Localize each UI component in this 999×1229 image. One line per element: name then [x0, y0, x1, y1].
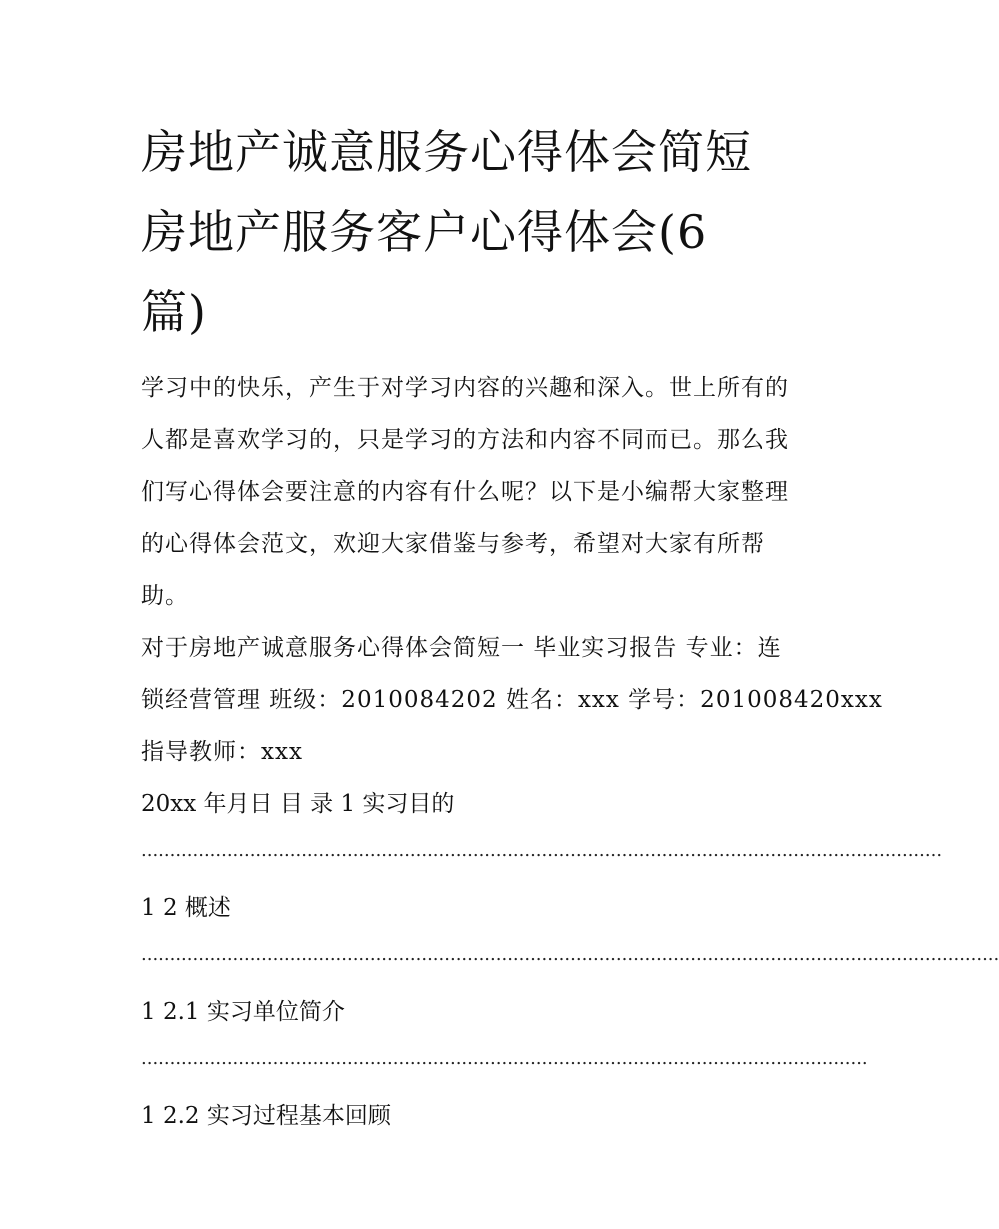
title-line: 篇) [141, 285, 207, 339]
table-of-contents [141, 778, 999, 1142]
intro-line: 助。 [141, 583, 189, 609]
section-line: 指导教师：xxx [141, 739, 303, 765]
intro-paragraph [141, 362, 816, 622]
toc-entry-label: 1 2.1 实习单位简介 [141, 999, 345, 1025]
intro-line: 学习中的快乐，产生于对学习内容的兴趣和深入。世上所有的 [141, 375, 789, 401]
title-line: 房地产服务客户心得体会(6 [141, 205, 708, 259]
document-content [141, 112, 999, 1142]
toc-leader-dots: ...................................................................................................................................................... [141, 944, 999, 965]
toc-entry-label: 1 2.2 实习过程基本回顾 [141, 1103, 391, 1129]
section-paragraph [141, 622, 883, 778]
intro-line: 的心得体会范文，欢迎大家借鉴与参考，希望对大家有所帮 [141, 531, 765, 557]
toc-leader-dots: ............................................................................................................................... [141, 1048, 868, 1069]
title-line: 房地产诚意服务心得体会简短 [141, 125, 752, 179]
document-title [141, 112, 816, 352]
intro-line: 们写心得体会要注意的内容有什么呢？以下是小编帮大家整理 [141, 479, 789, 505]
toc-entry-label: 20xx 年月日 目 录 1 实习目的 [141, 791, 455, 817]
toc-leader-dots: ............................................................................................................................................ [141, 840, 943, 861]
section-line: 锁经营管理 班级：2010084202 姓名：xxx 学号：201008420xxx [141, 687, 883, 713]
intro-line: 人都是喜欢学习的，只是学习的方法和内容不同而已。那么我 [141, 427, 789, 453]
toc-entry-label: 1 2 概述 [141, 895, 231, 921]
section-line: 对于房地产诚意服务心得体会简短一 毕业实习报告 专业：连 [141, 635, 782, 661]
